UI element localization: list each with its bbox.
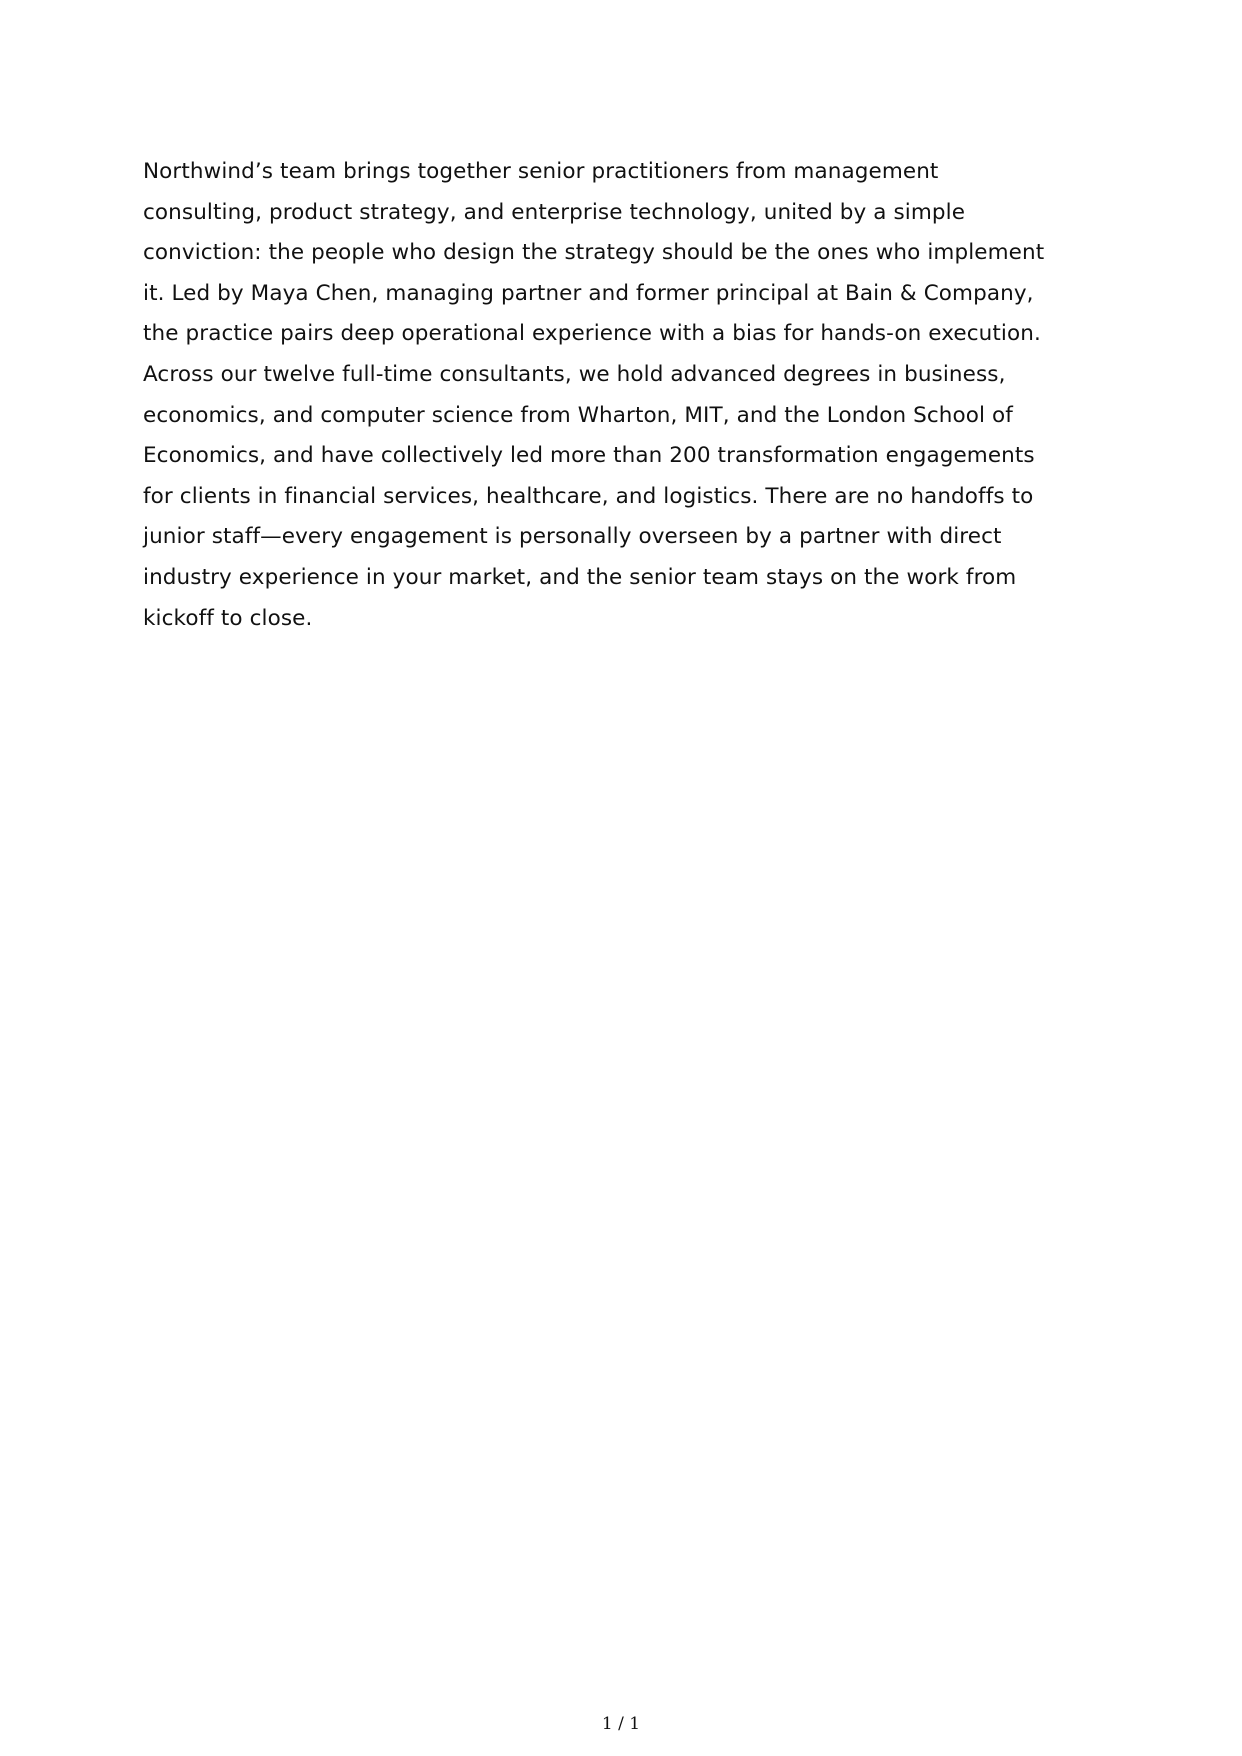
body-paragraph: Northwind’s team brings together senior practitioners from management consulting, product strategy, and enterprise technology, united by a simple conviction: the people who design the strategy should be the ones who implement it. Led by Maya Chen, managing partner and former principal at Bain & Company, the practice pairs deep operational experience with a bias for hands-on execution. Across our twelve full-time consultants, we hold advanced degrees in business, economics, and computer science from Wharton, MIT, and the London School of Economics, and have collectively led more than 200 transformation engagements for clients in financial services, healthcare, and logistics. There are no handoffs to junior staff—every engagement is personally overseen by a partner with direct industry experience in your market, and the senior team stays on the work from kickoff to close.	[143, 159, 1045, 631]
page-number: 1 / 1	[601, 1714, 641, 1734]
